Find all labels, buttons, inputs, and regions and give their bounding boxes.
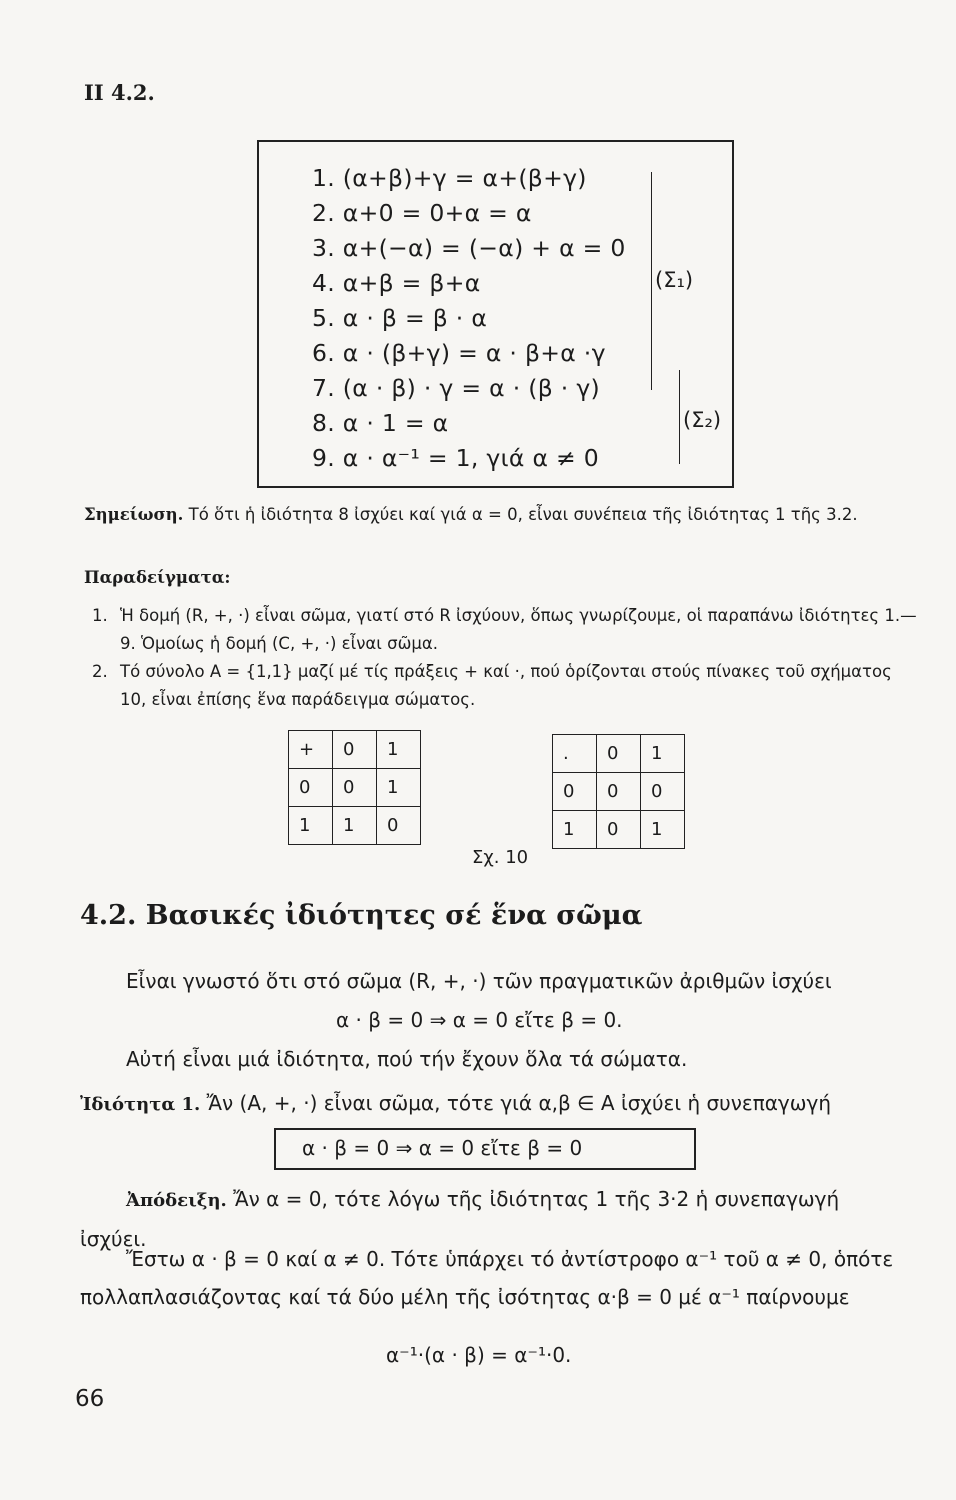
sigma1-label: (Σ₁) (655, 268, 694, 292)
sigma2-label: (Σ₂) (683, 408, 722, 432)
table-row (289, 769, 421, 807)
table-row (289, 807, 421, 845)
property-label: Ἰδιότητα 1. (80, 1094, 201, 1115)
addition-table (288, 730, 421, 845)
axiom-6: 6. α · (β+γ) = α · β+α ·γ (312, 339, 606, 367)
sigma2-bracket (679, 370, 680, 464)
table-cell: 0 (333, 769, 377, 807)
axiom-4: 4. α+β = β+α (312, 269, 481, 297)
table-cell: 1 (377, 731, 421, 769)
proof-paragraph-2: Ἔστω α · β = 0 καί α ≠ 0. Τότε ὑπάρχει τό ἀντίστροφο α⁻¹ τοῦ α ≠ 0, ὁπότε πολλαπλασιάζοντας καί τά δύο μέλη τῆς ἰσότητας α·β = 0 μέ α⁻¹ παίρνουμε (80, 1247, 894, 1309)
table-cell: 1 (377, 769, 421, 807)
example-2 (92, 658, 920, 714)
note-label: Σημείωση. (84, 505, 184, 524)
table-row (553, 773, 685, 811)
table-cell: 0 (553, 773, 597, 811)
example-1 (92, 602, 920, 658)
property-1 (80, 1084, 916, 1124)
table-cell: 1 (641, 811, 685, 849)
table-cell: 0 (289, 769, 333, 807)
example-2-text: Τό σύνολο Α = {1,1} μαζί μέ τίς πράξεις + καί ·, πού ὁρίζονται στούς πίνακες τοῦ σχήματος 10, εἶναι ἐπίσης ἕνα παράδειγμα σώματος. (120, 662, 892, 709)
table-cell: 1 (333, 807, 377, 845)
proof-text-1: Ἄν α = 0, τότε λόγω τῆς ἰδιότητας 1 τῆς 3·2 ἡ συνεπαγωγή ἰσχύει. (80, 1187, 840, 1251)
table-row (553, 811, 685, 849)
field-axioms-box (257, 140, 734, 488)
sigma1-bracket (651, 172, 652, 390)
table-row (553, 735, 685, 773)
axiom-2: 2. α+0 = 0+α = α (312, 199, 532, 227)
table-cell: + (289, 731, 333, 769)
table-row (289, 731, 421, 769)
axiom-3: 3. α+(−α) = (−α) + α = 0 (312, 234, 626, 262)
multiplication-table (552, 734, 685, 849)
property-text: Ἄν (Α, +, ·) εἶναι σῶμα, τότε γιά α,β ∈ Α ἰσχύει ἡ συνεπαγωγή (206, 1091, 832, 1115)
example-2-number: 2. (92, 662, 108, 681)
example-1-text: Ἡ δομή (R, +, ·) εἶναι σῶμα, γιατί στό R ἰσχύουν, ὅπως γνωρίζουμε, οἱ παραπάνω ἰδιότητες 1.—9. Ὁμοίως ἡ δομή (C, +, ·) εἶναι σῶμα. (120, 606, 917, 653)
table-cell: 1 (641, 735, 685, 773)
page-header: II 4.2. (84, 80, 155, 105)
table-cell: 0 (597, 735, 641, 773)
boxed-implication: α · β = 0 ⇒ α = 0 εἴτε β = 0 (274, 1128, 696, 1170)
note-text: Τό ὅτι ἡ ἰδιότητα 8 ἰσχύει καί γιά α = 0, εἶναι συνέπεια τῆς ἰδιότητας 1 τῆς 3.2. (188, 505, 858, 524)
table-cell: 1 (553, 811, 597, 849)
note-paragraph (84, 500, 914, 529)
axiom-8: 8. α · 1 = α (312, 409, 449, 437)
example-1-number: 1. (92, 606, 108, 625)
section-line-2: Αὐτή εἶναι μιά ἰδιότητα, πού τήν ἔχουν ὅλα τά σώματα. (126, 1047, 688, 1071)
axiom-5: 5. α · β = β · α (312, 304, 488, 332)
formula-2: α⁻¹·(α · β) = α⁻¹·0. (386, 1343, 572, 1367)
axiom-1: 1. (α+β)+γ = α+(β+γ) (312, 164, 587, 192)
axiom-9: 9. α · α⁻¹ = 1, γιά α ≠ 0 (312, 444, 600, 472)
table-cell: 1 (289, 807, 333, 845)
section-intro: Εἶναι γνωστό ὅτι στό σῶμα (R, +, ·) τῶν πραγματικῶν ἀριθμῶν ἰσχύει (126, 969, 832, 993)
table-cell: 0 (641, 773, 685, 811)
table-cell: . (553, 735, 597, 773)
table-cell: 0 (597, 811, 641, 849)
page-number: 66 (75, 1386, 105, 1412)
axiom-7: 7. (α · β) · γ = α · (β · γ) (312, 374, 601, 402)
section-title: 4.2. Βασικές ἰδιότητες σέ ἕνα σῶμα (80, 900, 643, 931)
proof-label: Ἀπόδειξη. (126, 1190, 227, 1211)
table-cell: 0 (333, 731, 377, 769)
figure-caption: Σχ. 10 (472, 847, 529, 868)
table-cell: 0 (597, 773, 641, 811)
formula-1: α · β = 0 ⇒ α = 0 εἴτε β = 0. (336, 1008, 623, 1032)
table-cell: 0 (377, 807, 421, 845)
examples-title: Παραδείγματα: (84, 568, 231, 587)
